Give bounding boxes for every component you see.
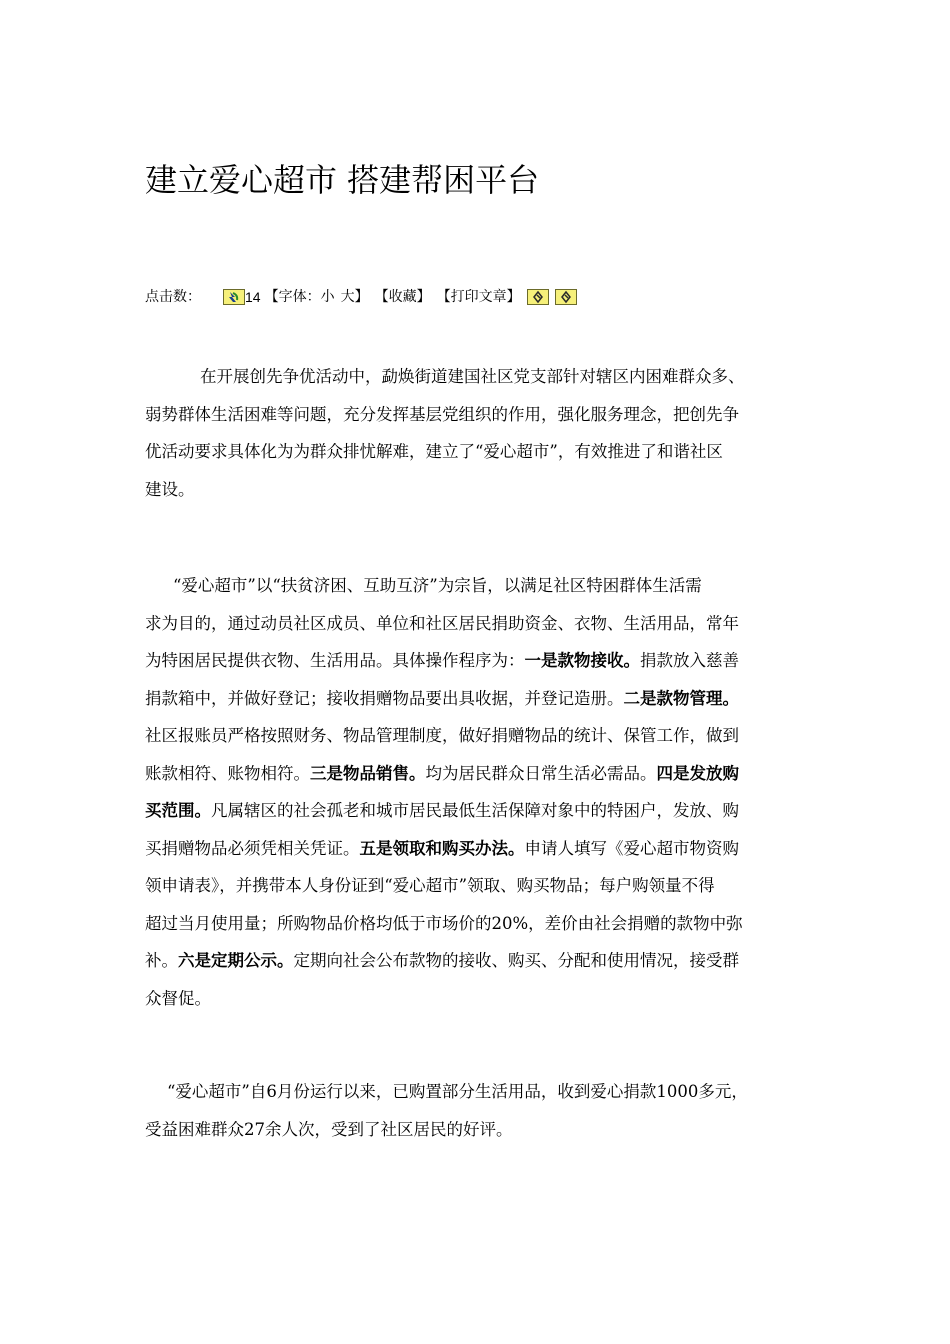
paragraph-line: 求为目的，通过动员社区成员、单位和社区居民捐助资金、衣物、生活用品，常年 [145, 613, 739, 633]
paragraph-line: 众督促。 [145, 988, 211, 1008]
paragraph-procedure [145, 567, 815, 1017]
prev-icon[interactable] [527, 289, 549, 305]
step-heading: 买范围。 [145, 801, 211, 820]
font-size-label: 【字体： [264, 289, 321, 305]
text-run: 定期向社会公布款物的接收、购买、分配和使用情况，接受群 [293, 951, 739, 970]
text-run: 申请人填写《爱心超市物资购 [524, 838, 739, 858]
text-run: 账款相符、账物相符。 [145, 763, 310, 783]
paragraph-line [145, 942, 815, 980]
paragraph-line: 优活动要求具体化为为群众排忧解难，建立了“爱心超市”，有效推进了和谐社区 [145, 442, 723, 461]
text-run: 均为居民群众日常生活必需品。 [425, 763, 657, 783]
paragraph-line: “爱心超市”自6月份运行以来，已购置部分生活用品，收到爱心捐款1000多元， [167, 1082, 748, 1101]
paragraph-line: 社区报账员严格按照财务、物品管理制度，做好捐赠物品的统计、保管工作，做到 [145, 726, 739, 745]
step-heading: 三是物品销售。 [310, 763, 426, 783]
step-heading: 五是领取和购买办法。 [359, 838, 525, 858]
paragraph-line [145, 642, 815, 680]
paragraph-line: 建设。 [145, 479, 195, 499]
text-run: 补。 [145, 951, 178, 970]
font-size-close: 】 [354, 289, 369, 305]
step-heading: 一是款物接收。 [524, 651, 640, 670]
font-small-link[interactable]: 小 [320, 289, 335, 305]
text-run: 捐款箱中，并做好登记；接收捐赠物品要出具收据，并登记造册。 [145, 688, 624, 708]
font-large-link[interactable]: 大 [340, 289, 355, 305]
text-run: 为特困居民提供衣物、生活用品。具体操作程序为： [145, 651, 525, 670]
paragraph-line: 领申请表》，并携带本人身份证到“爱心超市”领取、购买物品；每户购领量不得 [145, 876, 715, 895]
paragraph-line [145, 830, 815, 868]
step-heading: 四是发放购 [656, 763, 739, 783]
paragraph-line [145, 755, 815, 793]
paragraph-line: 在开展创先争优活动中，勐焕街道建国社区党支部针对辖区内困难群众多、 [200, 367, 745, 386]
click-count-value: 14 [245, 289, 261, 305]
article-meta-bar [145, 284, 577, 310]
step-heading: 六是定期公示。 [178, 951, 294, 970]
text-run: 凡属辖区的社会孤老和城市居民最低生活保障对象中的特困户，发放、购 [211, 801, 739, 820]
next-icon[interactable] [555, 289, 577, 305]
paragraph-line [145, 792, 815, 830]
print-article-link[interactable]: 【打印文章】 [436, 289, 521, 305]
paragraph-line: “爱心超市”以“扶贫济困、互助互济”为宗旨，以满足社区特困群体生活需 [173, 576, 702, 595]
article-title: 建立爱心超市 搭建帮困平台 [145, 161, 540, 199]
step-heading: 二是款物管理。 [623, 688, 739, 708]
click-count-icon [223, 289, 245, 305]
favorite-link[interactable]: 【收藏】 [374, 289, 431, 305]
paragraph-line [145, 680, 815, 718]
text-run: 捐款放入慈善 [640, 651, 739, 670]
paragraph-results [145, 1073, 815, 1148]
text-run: 买捐赠物品必须凭相关凭证。 [145, 838, 360, 858]
paragraph-line: 受益困难群众27余人次，受到了社区居民的好评。 [145, 1119, 513, 1139]
clicks-label: 点击数： [145, 289, 201, 305]
paragraph-intro [145, 358, 815, 508]
paragraph-line: 超过当月使用量；所购物品价格均低于市场价的20%，差价由社会捐赠的款物中弥 [145, 913, 743, 933]
paragraph-line: 弱势群体生活困难等问题，充分发挥基层党组织的作用，强化服务理念，把创先争 [145, 404, 739, 424]
